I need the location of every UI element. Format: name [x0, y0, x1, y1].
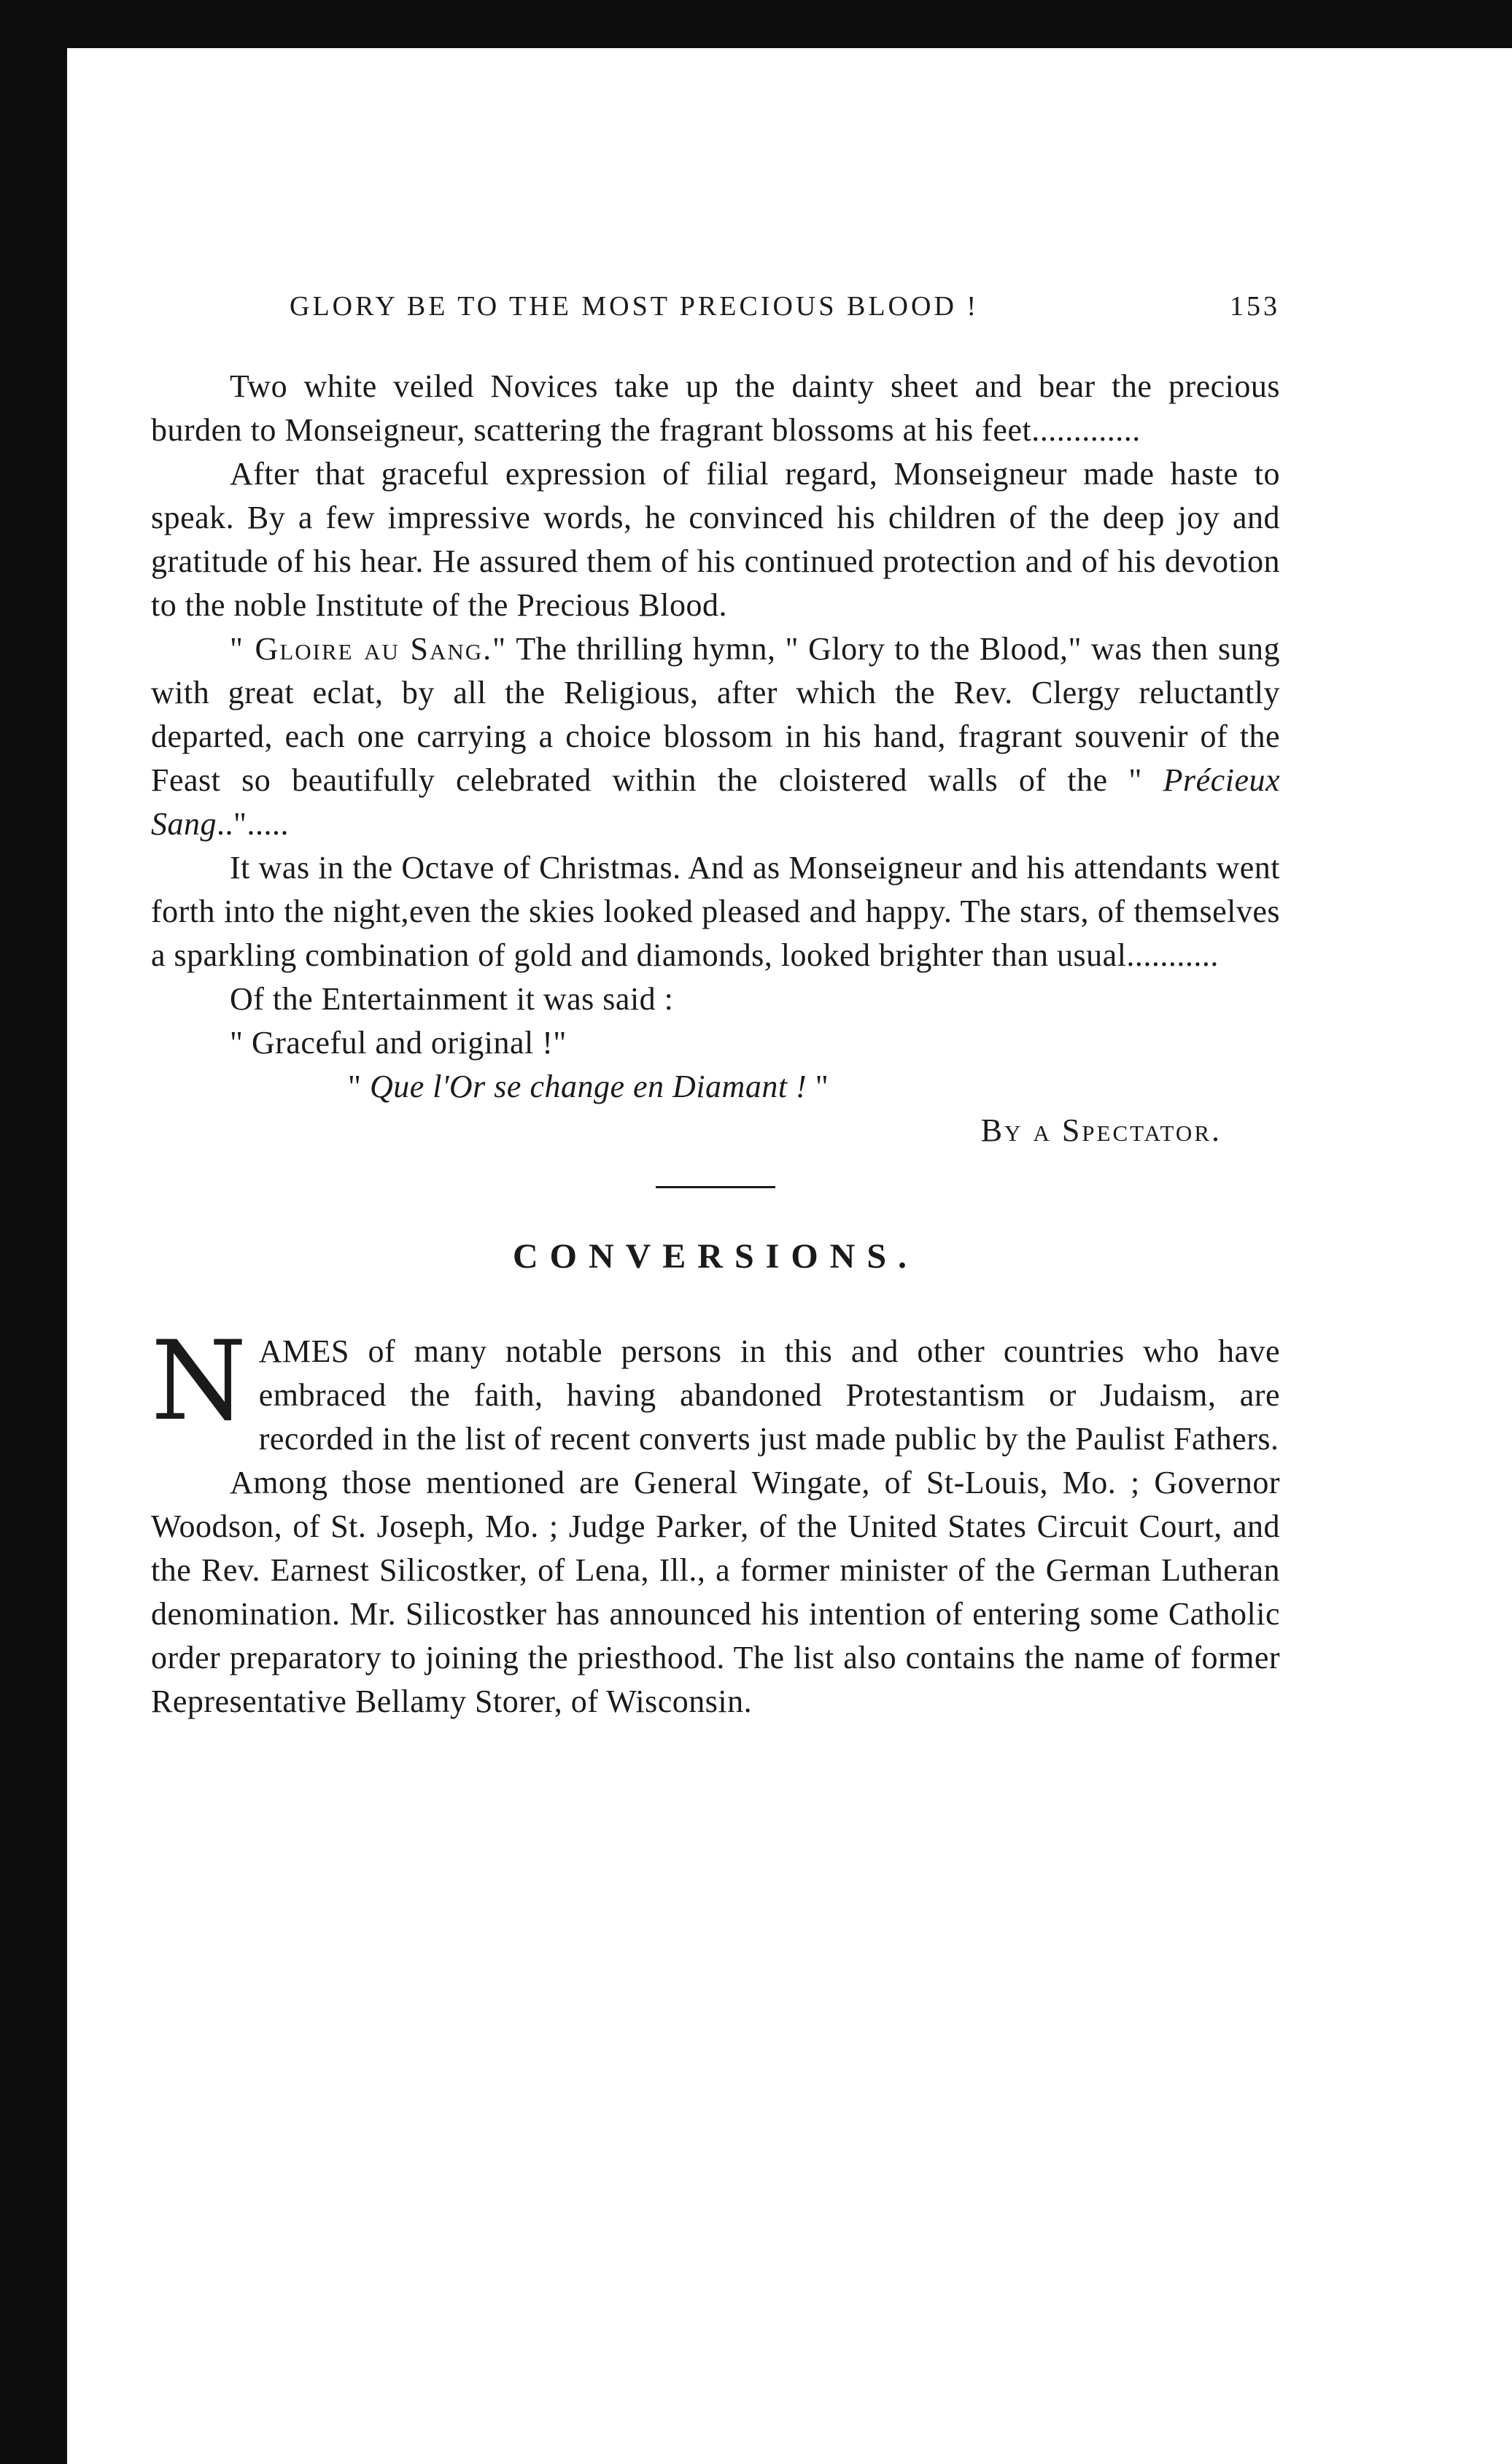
motto-italic: Que l'Or se change en Diamant ! [369, 1069, 807, 1104]
paragraph-text-end: .."..... [217, 806, 289, 842]
scan-left-border [0, 0, 67, 2464]
paragraph: Two white veiled Novices take up the dainty sheet and bear the precious burden to Monseigneur, scattering the fragrant blossoms at his feet............. [151, 368, 1280, 448]
paragraph: Of the Entertainment it was said : [230, 981, 674, 1017]
article-conversions [151, 1318, 1280, 1724]
book-page [151, 284, 1280, 1724]
scan-top-border [0, 0, 1512, 48]
paragraph: Among those mentioned are General Wingate, of St-Louis, Mo. ; Governor Woodson, of St. Joseph, Mo. ; Judge Parker, of the United States Circuit Court, and the Rev. Earnest Silicostker, of Lena, Ill., a former minister of the German Lutheran denomination. Mr. Silicostker has announced his intention of entering some Catholic order preparatory to joining the priesthood. The list also contains the name of former Representative Bellamy Storer, of Wisconsin. [151, 1465, 1280, 1719]
page-number: 153 [1230, 291, 1280, 322]
quote-open: " [348, 1069, 370, 1104]
quotation: " Graceful and original !" [230, 1025, 567, 1061]
italic-text: Précieux Sang [151, 762, 1280, 842]
hymn-title: " Gloire au Sang." [230, 631, 508, 667]
paragraph: It was in the Octave of Christmas. And as Monseigneur and his attendants went forth into the night,even the skies looked pleased and happy. The stars, of themselves a sparkling combination of gold and diamonds, looked brighter than usual........... [151, 850, 1280, 973]
paragraph-text: The thrilling hymn, " Glory to the Blood," was then sung with great eclat, by all the Religious, after which the Rev. Clergy reluctantly departed, each one carrying a choice blossom in his hand, fragrant souvenir of the Feast so beautifully celebrated within the cloistered walls of the " [151, 631, 1280, 798]
paragraph: AMES of many notable persons in this and other countries who have embraced the faith, having abandoned Protestantism or Judaism, are recorded in the list of recent converts just made public by the Paulist Fathers. [258, 1333, 1280, 1457]
running-head-title: GLORY BE TO THE MOST PRECIOUS BLOOD ! [290, 291, 980, 322]
paragraph [151, 627, 1280, 846]
quote-close: " [807, 1069, 829, 1104]
running-head [151, 284, 1280, 336]
signature: By a Spectator. [980, 1112, 1222, 1148]
dropcap: N [151, 1318, 247, 1445]
section-divider [656, 1186, 775, 1188]
paragraph: After that graceful expression of filial regard, Monseigneur made haste to speak. By a few impressive words, he convinced his children of the deep joy and gratitude of his hear. He assured them of his continued protection and of his devotion to the noble Institute of the Precious Blood. [151, 456, 1280, 623]
section-title: CONVERSIONS. [512, 1237, 919, 1276]
motto [151, 1065, 1280, 1109]
